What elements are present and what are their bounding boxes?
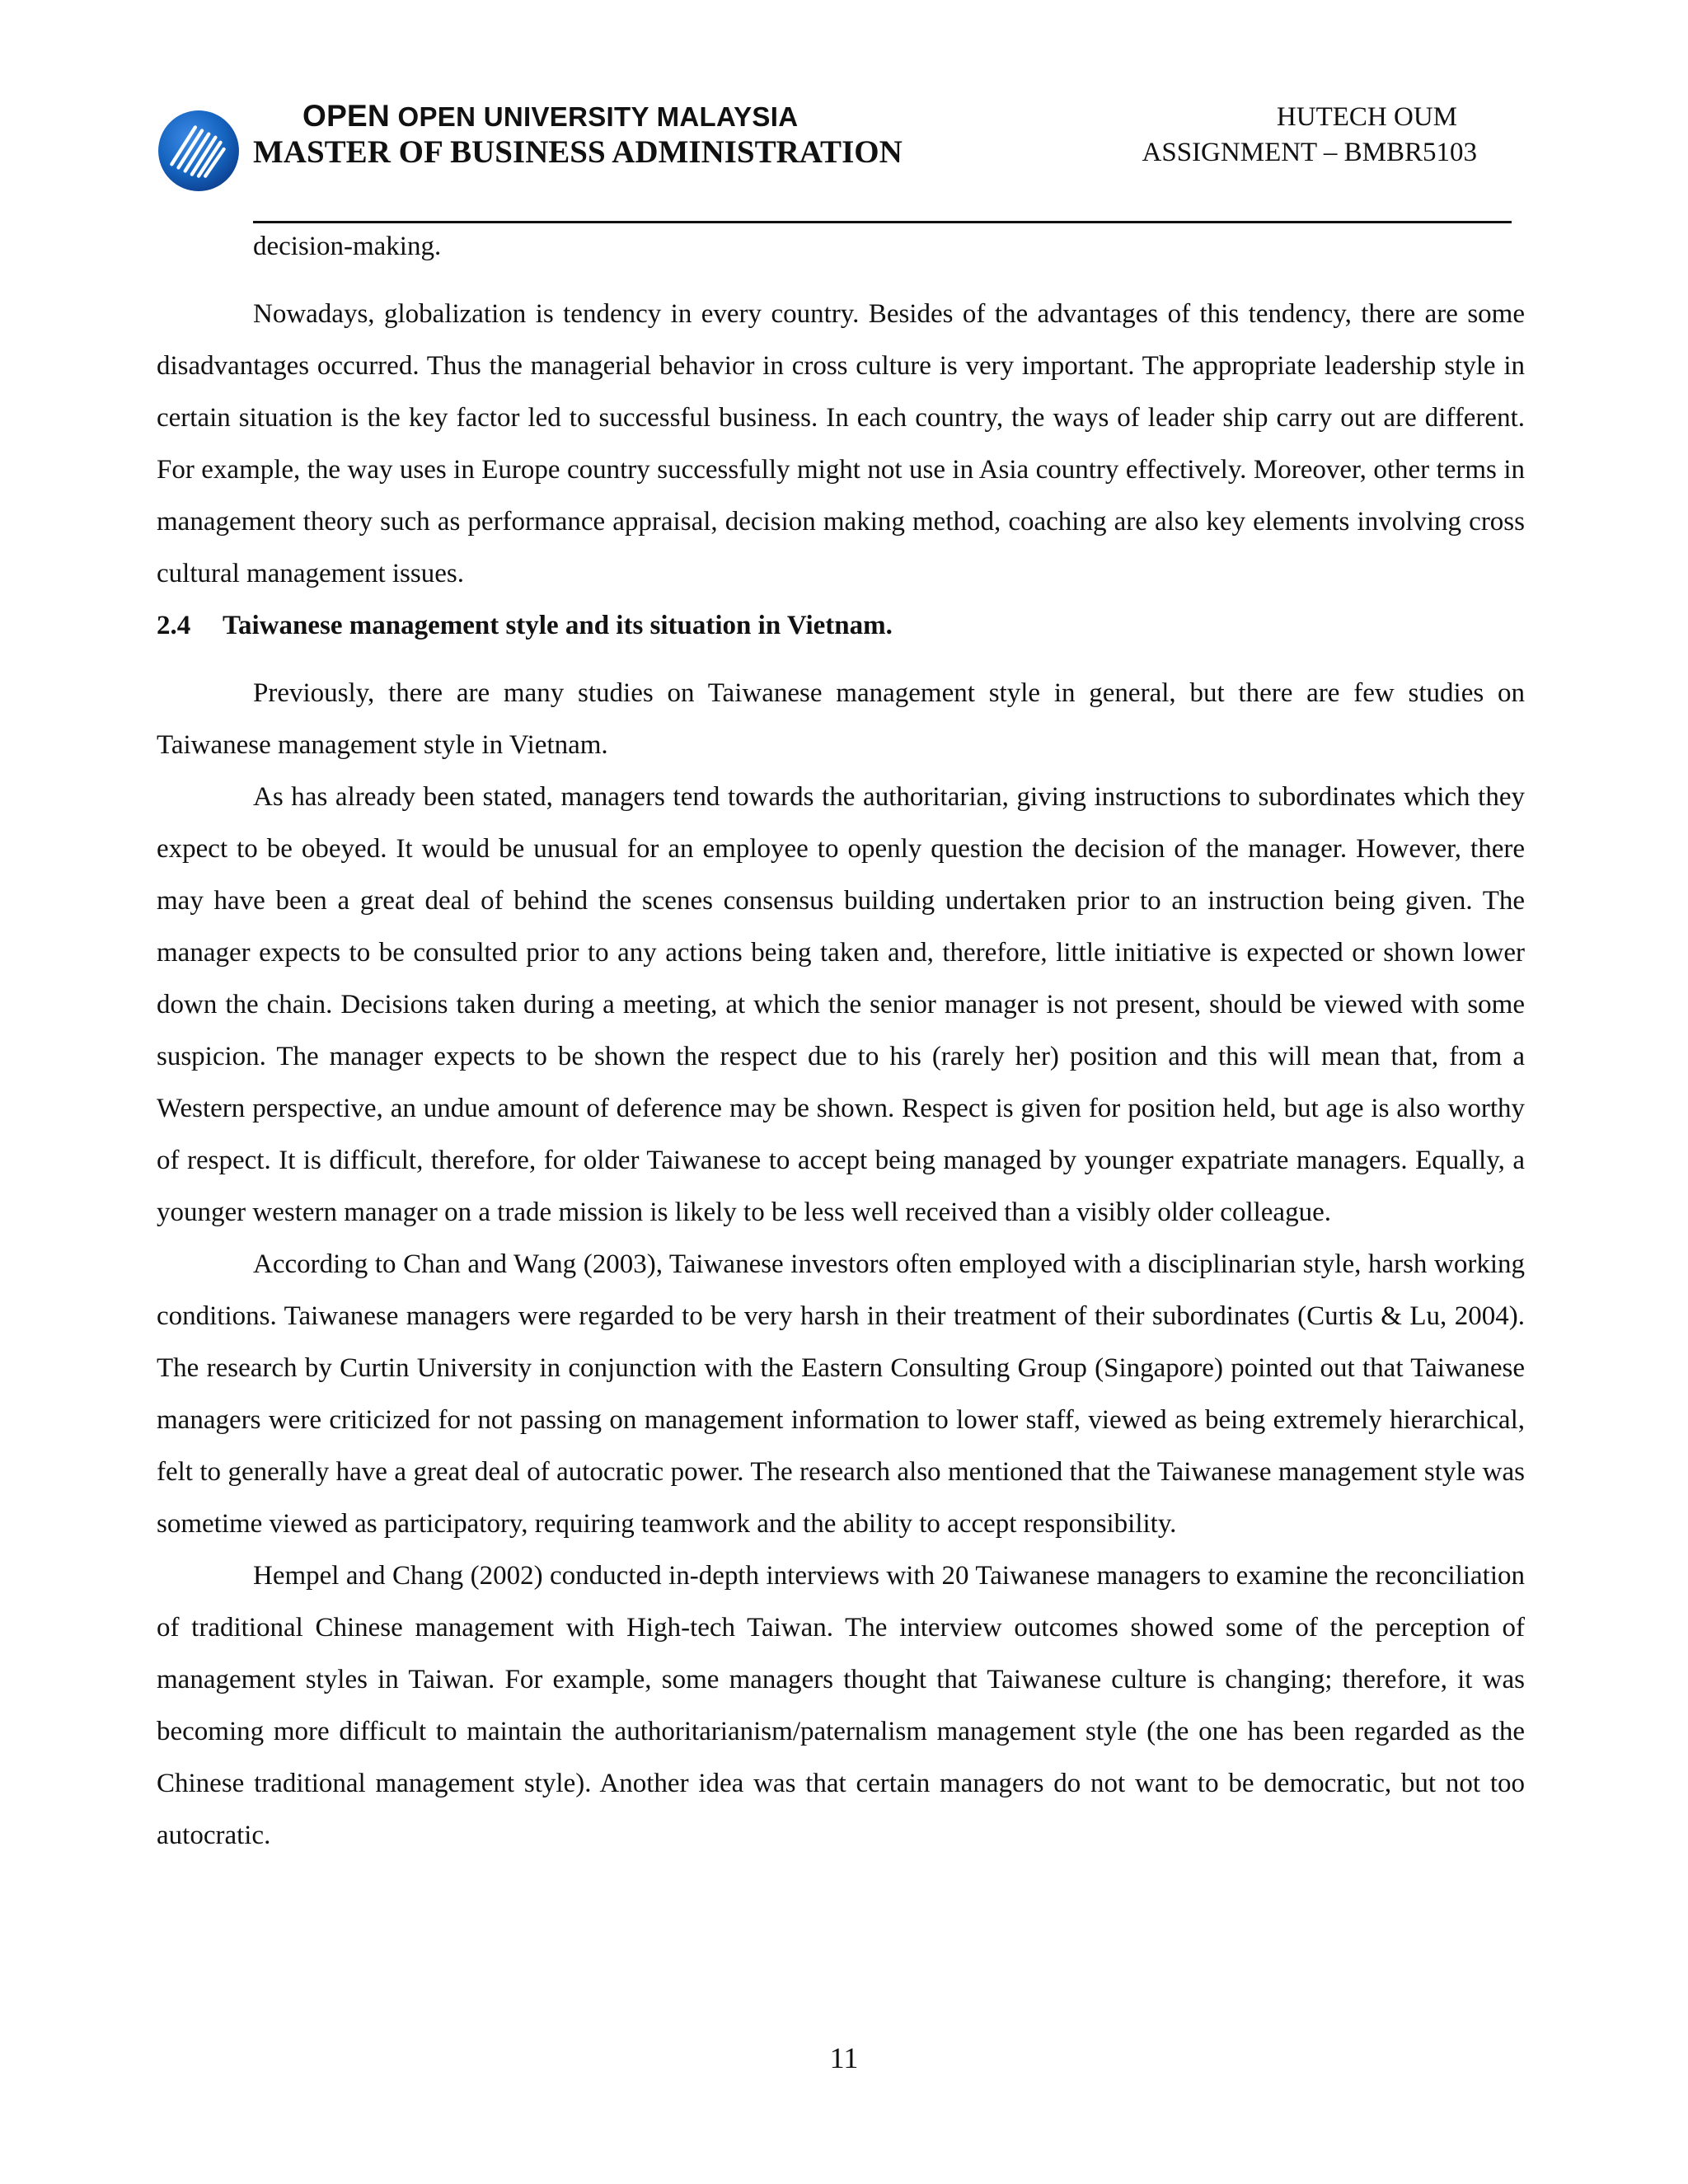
section-number: 2.4: [157, 611, 191, 640]
brand-word: OPEN: [302, 99, 391, 133]
university-name: [302, 99, 798, 134]
institution-label: HUTECH OUM: [1276, 102, 1457, 132]
page-number: 11: [829, 2041, 859, 2074]
program-title: MASTER OF BUSINESS ADMINISTRATION: [253, 134, 903, 170]
paragraph-chan-wang: According to Chan and Wang (2003), Taiwanese investors often employed with a disciplinarian style, harsh working conditions. Taiwanese managers were regarded to be very harsh in their treatment of their subordinates (Curtis & Lu, 2004). The research by Curtin University in conjunction with the Eastern Consulting Group (Singapore) pointed out that Taiwanese managers were criticized for not passing on management information to lower staff, viewed as being extremely hierarchical, felt to generally have a great deal of autocratic power. The research also mentioned that the Taiwanese management style was sometime viewed as participatory, requiring teamwork and the ability to accept responsibility.: [157, 1249, 1525, 1539]
continuation-text: decision-making.: [253, 232, 442, 261]
paragraph-previous-studies: Previously, there are many studies on Taiwanese management style in general, but there are few studies on Taiwanese management style in Vietnam.: [157, 678, 1525, 760]
university-title: OPEN UNIVERSITY MALAYSIA: [397, 101, 799, 132]
paragraph-globalization: Nowadays, globalization is tendency in every country. Besides of the advantages of this tendency, there are some disadvantages occurred. Thus the managerial behavior in cross culture is very important. The appropriate leadership style in certain situation is the key factor led to successful business. In each country, the ways of leader ship carry out are different. For example, the way uses in Europe country successfully might not use in Asia country effectively. Moreover, other terms in management theory such as performance appraisal, decision making method, coaching are also key elements involving cross cultural management issues.: [157, 299, 1525, 588]
document-body: [157, 221, 1525, 1862]
paragraph-authoritarian: As has already been stated, managers tend towards the authoritarian, giving instructions to subordinates which they expect to be obeyed. It would be unusual for an employee to openly question the decision of the manager. However, there may have been a great deal of behind the scenes consensus building undertaken prior to an instruction being given. The manager expects to be consulted prior to any actions being taken and, therefore, little initiative is expected or shown lower down the chain. Decisions taken during a meeting, at which the senior manager is not present, should be viewed with some suspicion. The manager expects to be shown the respect due to his (rarely her) position and this will mean that, from a Western perspective, an undue amount of deference may be shown. Respect is given for position held, but age is also worthy of respect. It is difficult, therefore, for older Taiwanese to accept being managed by younger expatriate managers. Equally, a younger western manager on a trade mission is likely to be less well received than a visibly older colleague.: [157, 782, 1525, 1227]
assignment-label: ASSIGNMENT – BMBR5103: [1142, 138, 1477, 167]
oum-logo-icon: [157, 109, 241, 193]
paragraph-hempel-chang: Hempel and Chang (2002) conducted in-depth interviews with 20 Taiwanese managers to examine the reconciliation of traditional Chinese management with High-tech Taiwan. The interview outcomes showed some of the perception of management styles in Taiwan. For example, some managers thought that Taiwanese culture is changing; therefore, it was becoming more difficult to maintain the authoritarianism/paternalism management style (the one has been regarded as the Chinese traditional management style). Another idea was that certain managers do not want to be democratic, but not too autocratic.: [157, 1561, 1525, 1850]
section-title: Taiwanese management style and its situation in Vietnam.: [223, 611, 893, 640]
section-heading: [157, 600, 1525, 652]
